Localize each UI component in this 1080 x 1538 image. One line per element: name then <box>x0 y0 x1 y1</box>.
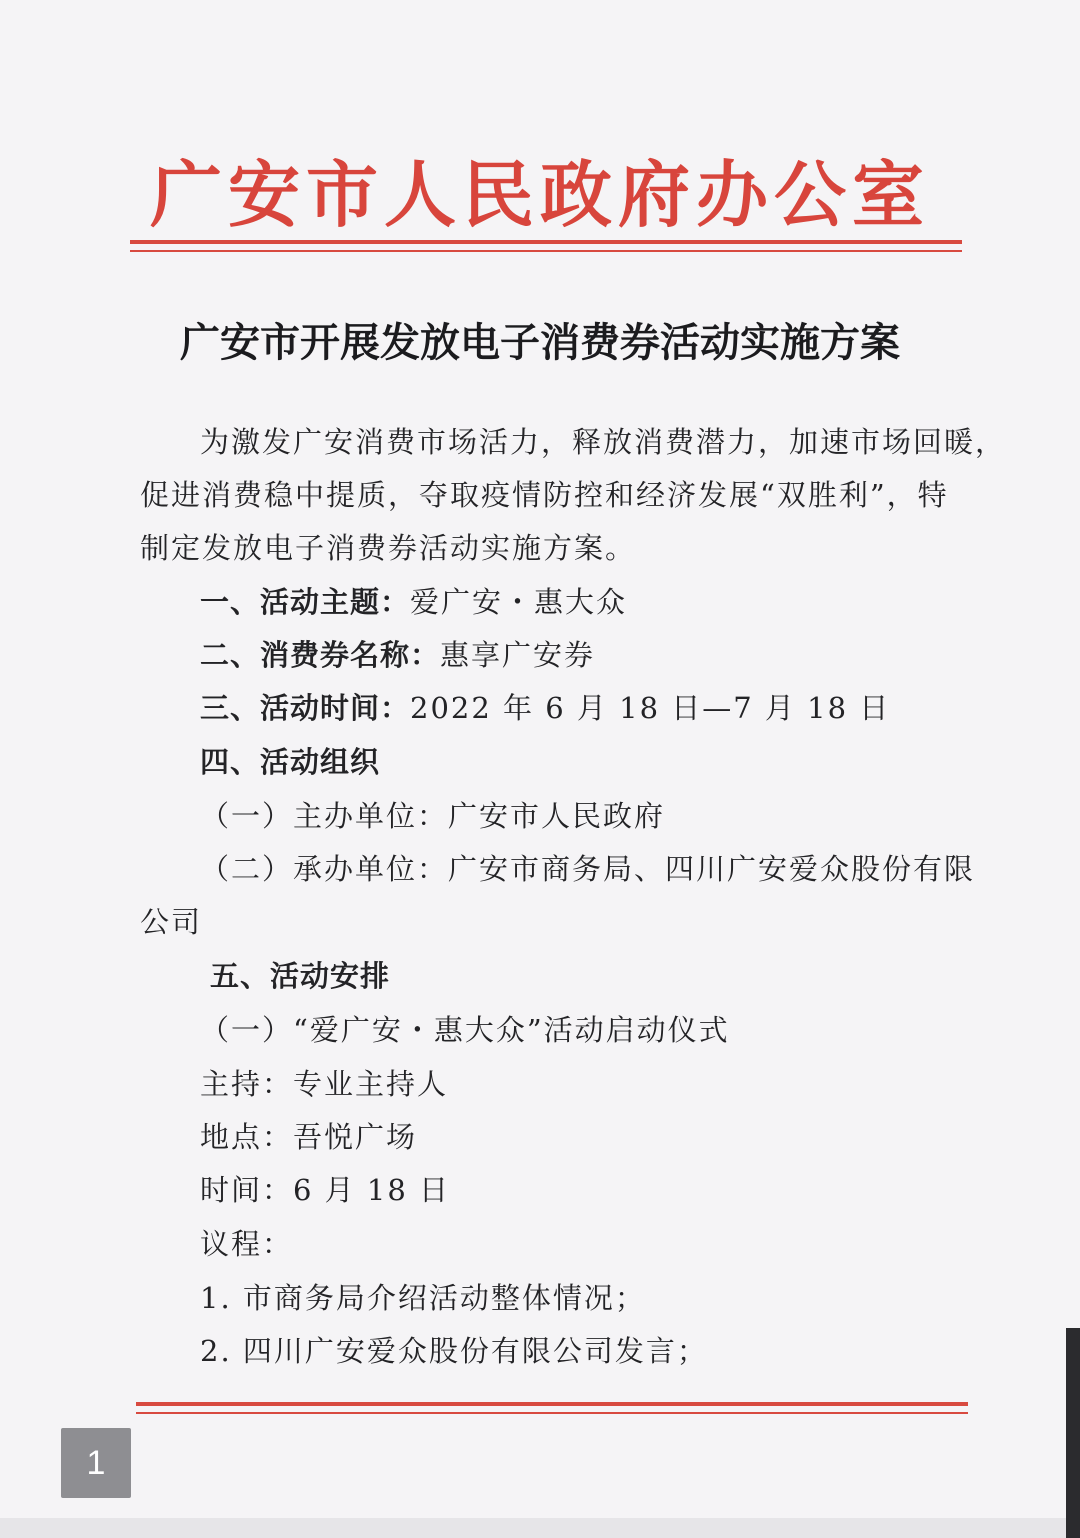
time-line: 时间：6 月 18 日 <box>200 1173 451 1207</box>
section-3 <box>200 688 890 728</box>
agenda-item-1: 1. 市商务局介绍活动整体情况； <box>200 1281 646 1315</box>
section-2-text: 惠享广安券 <box>440 638 596 672</box>
section-1 <box>200 582 627 622</box>
agenda-label: 议程： <box>200 1227 294 1261</box>
intro-line-1: 为激发广安消费市场活力，释放消费潜力，加速市场回暖， <box>200 425 1007 459</box>
section-3-text: 2022 年 6 月 18 日—7 月 18 日 <box>410 691 891 725</box>
section-5-heading: 五、活动安排 <box>210 959 391 993</box>
footer-rule-thin <box>136 1412 968 1414</box>
page-bottom-edge <box>0 1518 1080 1538</box>
section-1-heading: 一、活动主题： <box>200 585 411 619</box>
header-rule-thick <box>130 240 962 244</box>
agenda-item-2: 2. 四川广安爱众股份有限公司发言； <box>200 1334 708 1368</box>
section-2 <box>200 635 595 675</box>
section-1-text: 爱广安・惠大众 <box>410 585 628 619</box>
footer-rule-thick <box>136 1402 968 1406</box>
header-rule-thin <box>130 250 962 252</box>
host-line: 主持：专业主持人 <box>200 1067 449 1101</box>
viewer-scrollbar[interactable] <box>1066 1328 1080 1538</box>
section-5-sub-1: （一）“爱广安・惠大众”活动启动仪式 <box>200 1013 730 1047</box>
page-number-badge[interactable]: 1 <box>61 1428 131 1498</box>
intro-line-2: 促进消费稳中提质，夺取疫情防控和经济发展“双胜利”，特 <box>140 478 949 512</box>
section-4-item-2-cont: 公司 <box>140 905 203 939</box>
section-2-heading: 二、消费券名称： <box>200 638 441 672</box>
section-4-item-2: （二）承办单位：广安市商务局、四川广安爱众股份有限 <box>200 852 976 886</box>
intro-line-3: 制定发放电子消费券活动实施方案。 <box>140 531 637 565</box>
place-line: 地点：吾悦广场 <box>200 1120 418 1154</box>
section-4-item-1: （一）主办单位：广安市人民政府 <box>200 799 666 833</box>
issuing-office-header: 广安市人民政府办公室 <box>149 153 930 237</box>
document-title: 广安市开展发放电子消费券活动实施方案 <box>180 320 900 366</box>
section-3-heading: 三、活动时间： <box>200 691 411 725</box>
section-4-heading: 四、活动组织 <box>200 745 381 779</box>
